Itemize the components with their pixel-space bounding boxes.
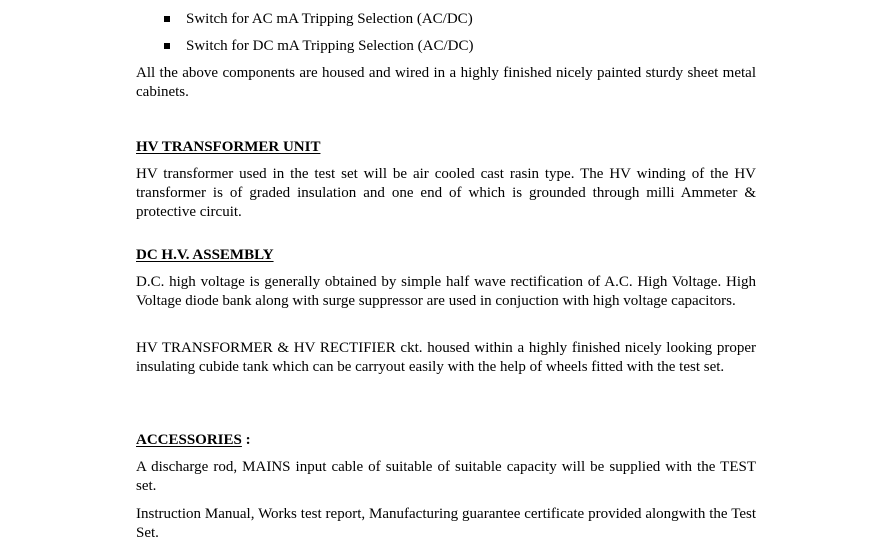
dc-hv-paragraph-2: HV TRANSFORMER & HV RECTIFIER ckt. housed within a highly finished nicely looking proper insulating cubide tank which can be carryout easily with the help of wheels fitted with the test set. xyxy=(136,340,756,375)
list-item xyxy=(164,10,474,37)
dc-hv-paragraph-1: D.C. high voltage is generally obtained by simple half wave rectification of A.C. High Voltage. High Voltage diode bank along with surge suppressor are used in conjuction with high voltage capacitors. xyxy=(136,274,756,309)
heading-colon: : xyxy=(241,432,251,448)
square-bullet-icon xyxy=(164,43,170,49)
section-heading-hv-transformer: HV TRANSFORMER UNIT xyxy=(136,139,321,155)
list-item xyxy=(164,37,474,64)
section-heading-dc-hv-assembly: DC H.V. ASSEMBLY xyxy=(136,247,274,263)
bullet-list xyxy=(164,10,474,64)
bullet-text: Switch for AC mA Tripping Selection (AC/DC) xyxy=(186,11,473,27)
accessories-paragraph-2: Instruction Manual, Works test report, Manufacturing guarantee certificate provided alongwith the Test Set. xyxy=(136,506,756,541)
bullet-text: Switch for DC mA Tripping Selection (AC/DC) xyxy=(186,38,474,54)
intro-paragraph: All the above components are housed and wired in a highly finished nicely painted sturdy sheet metal cabinets. xyxy=(136,65,756,100)
accessories-paragraph-1: A discharge rod, MAINS input cable of suitable of suitable capacity will be supplied with the TEST set. xyxy=(136,459,756,494)
square-bullet-icon xyxy=(164,16,170,22)
hv-transformer-paragraph: HV transformer used in the test set will be air cooled cast rasin type. The HV winding of the HV transformer is of graded insulation and one end of which is grounded through milli Ammeter & protective circuit. xyxy=(136,166,756,220)
section-heading-accessories: ACCESSORIES xyxy=(136,432,242,448)
